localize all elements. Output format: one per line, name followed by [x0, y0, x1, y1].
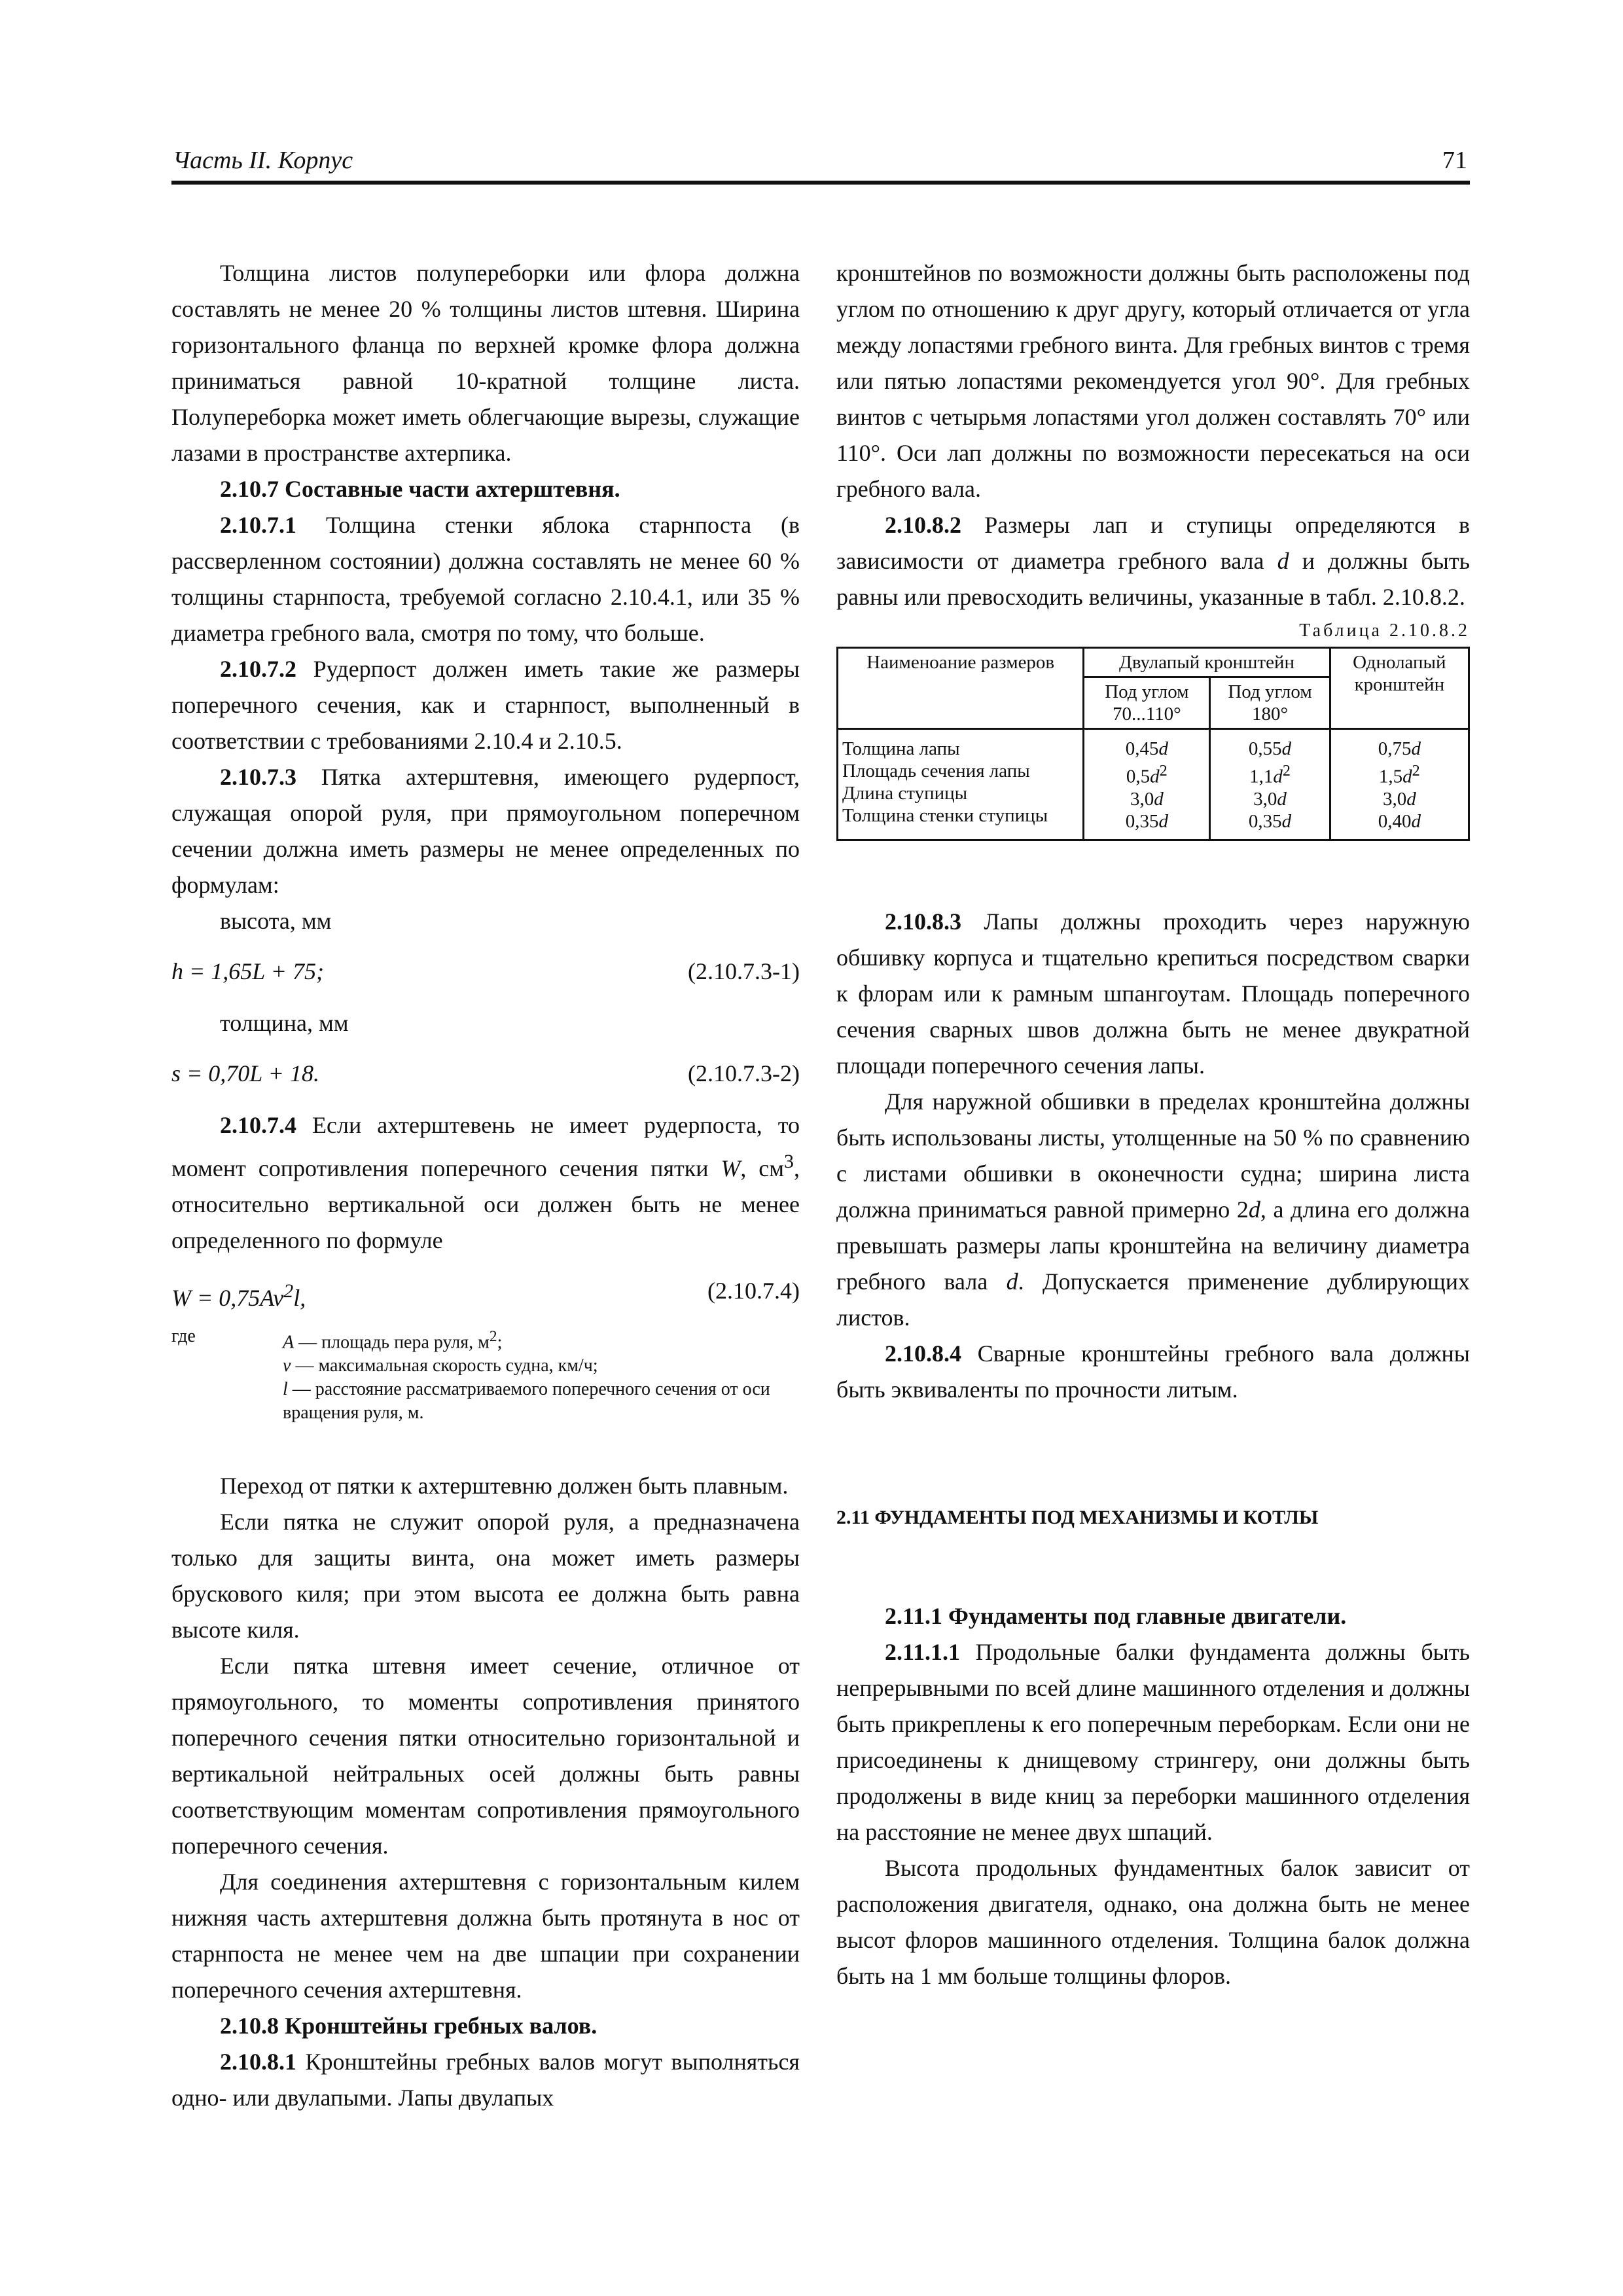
section-2-10-8-title	[171, 2008, 800, 2044]
value-number: 3,0	[1130, 788, 1154, 810]
value-number: 0,55	[1248, 738, 1282, 759]
clause-number: 2.10.7.4	[220, 1112, 296, 1138]
clause-text: Размеры лап и ступицы определяются в зависимости от диаметра гребного вала	[836, 512, 1470, 574]
formula-expression: h = 1,65L + 75;	[171, 958, 324, 984]
clause-text: и должны быть равны или превосходить величины, указанные в табл. 2.10.8.2.	[836, 548, 1470, 610]
value-number: 0,75	[1378, 738, 1412, 759]
clause-text: Сварные кронштейны гребного вала должны быть эквиваленты по прочности литым.	[836, 1340, 1470, 1403]
section-2-11-1-title	[836, 1598, 1470, 1634]
formula-main: W = 0,75Av	[171, 1285, 284, 1311]
symbol-W: W	[721, 1155, 741, 1181]
table-value	[1087, 810, 1206, 833]
formula-legend	[171, 1325, 800, 1425]
section-2-10-7-title	[171, 471, 800, 507]
paragraph-outer-plating	[836, 1084, 1470, 1336]
table-value	[1087, 760, 1206, 788]
table-value	[1213, 760, 1326, 788]
value-symbol: d	[1158, 810, 1168, 832]
right-column	[836, 255, 1470, 1994]
values-double-180	[1210, 729, 1330, 840]
clause-2-10-8-4	[836, 1336, 1470, 1408]
formula-height	[171, 954, 800, 990]
value-number: 0,35	[1125, 810, 1159, 832]
symbol-d: d	[1006, 1268, 1018, 1295]
clause-number: 2.10.7.2	[220, 656, 296, 682]
bracket-dimensions-table	[836, 647, 1470, 841]
clause-text: , см	[740, 1155, 784, 1181]
value-symbol: d	[1411, 810, 1421, 832]
formula-thickness	[171, 1056, 800, 1092]
paragraph-text: . Допускается применение дублирующих листов.	[836, 1268, 1470, 1331]
clause-text: Если ахтерштевень не имеет рудерпоста, то момент сопротивления поперечного сечения пятки	[171, 1112, 800, 1181]
formula-number: (2.10.7.4)	[707, 1278, 800, 1304]
legend-symbol: l	[283, 1379, 288, 1400]
value-number: 1,5	[1378, 766, 1403, 787]
value-power: 2	[1412, 762, 1420, 780]
clause-number: 2.10.8.4	[885, 1340, 961, 1367]
value-number: 1,1	[1249, 766, 1274, 787]
clause-number: 2.10.7.1	[220, 512, 296, 538]
row-name: Толщина лапы	[842, 738, 960, 759]
formula-tail: l,	[293, 1285, 306, 1311]
table-value	[1334, 760, 1465, 788]
value-number: 0,5	[1126, 766, 1150, 787]
paragraph-transition: Переход от пятки к ахтерштевню должен быть плавным.	[220, 1473, 789, 1499]
table-value	[1213, 810, 1326, 833]
table-value	[1334, 788, 1465, 810]
table-caption: Таблица 2.10.8.2	[1299, 620, 1470, 641]
section-title-text: 2.10.7 Составные части ахтерштевня.	[220, 476, 620, 502]
section-title-text: 2.10.8 Кронштейны гребных валов.	[220, 2013, 597, 2039]
col-header-names: Наименоание размеров	[838, 648, 1084, 729]
symbol-d: d	[1248, 1196, 1260, 1223]
thickness-label: толщина, мм	[220, 1010, 349, 1036]
value-symbol: d	[1406, 788, 1416, 810]
clause-2-10-7-1	[171, 507, 800, 651]
col-header-double: Двулапый кронштейн	[1084, 648, 1330, 677]
row-name: Толщина стенки ступицы	[842, 805, 1048, 826]
values-single	[1330, 729, 1469, 840]
clause-2-10-8-2	[836, 507, 1470, 615]
legend-A	[171, 1325, 800, 1354]
value-symbol: d	[1402, 766, 1412, 787]
clause-text: Пятка ахтерштевня, имеющего рудерпост, служащая опорой руля, при прямоугольном поперечном сечении должна иметь размеры не менее определенных по формулам:	[171, 764, 800, 898]
clause-number: 2.11.1.1	[885, 1638, 961, 1665]
clause-2-10-7-3	[171, 759, 800, 903]
value-number: 0,45	[1125, 738, 1159, 759]
value-symbol: d	[1281, 810, 1292, 832]
legend-symbol: A	[283, 1332, 294, 1353]
legend-superscript: 2	[489, 1328, 497, 1345]
formula-number: (2.10.7.3-2)	[688, 1060, 800, 1086]
values-double-70-110	[1084, 729, 1210, 840]
clause-text: Толщина стенки яблока старнпоста (в рассверленном состоянии) должна составлять не менее 60 % толщины старнпоста, требуемой согласно 2.10.4.1, или 35 % диаметра гребного вала, смотря по тому, что больше.	[171, 512, 800, 646]
legend-l	[171, 1378, 800, 1425]
value-power: 2	[1159, 762, 1168, 780]
value-number: 3,0	[1382, 788, 1407, 810]
clause-text: , относительно вертикальной оси должен быть не менее определенного по формуле	[171, 1155, 800, 1253]
value-symbol: d	[1150, 766, 1160, 787]
paragraph-connection: Для соединения ахтерштевня с горизонтальным килем нижняя часть ахтерштевня должна быть протянута в нос от старнпоста не менее чем на две шпации при сохранении поперечного сечения ахтерштевня.	[171, 1869, 800, 2003]
clause-2-10-7-4	[171, 1107, 800, 1259]
legend-v	[171, 1354, 800, 1378]
value-symbol: d	[1154, 788, 1164, 810]
formula-expression: s = 0,70L + 18.	[171, 1060, 319, 1086]
clause-text: Кронштейны гребных валов могут выполняться одно- или двулапыми. Лапы двулапых	[171, 2049, 800, 2111]
clause-text: Продольные балки фундамента должны быть непрерывными по всей длине машинного отделения и должны быть прикреплены к его поперечным переборкам. Если они не присоединены к днищевому стрингеру, они должны быть продолжены в виде книц за переборки машинного отделения на расстояние не менее двух шпаций.	[836, 1638, 1470, 1845]
spacer	[836, 841, 1470, 904]
sub-header-angle-70-110: Под углом 70...110°	[1084, 677, 1210, 729]
legend-text: — максимальная скорость судна, км/ч;	[291, 1355, 598, 1376]
row-names-cell	[838, 729, 1084, 840]
clause-number: 2.10.8.3	[885, 908, 961, 935]
clause-text: Лапы должны проходить через наружную обшивку корпуса и тщательно крепиться посредством сварки к флорам или к рамным шпангоутам. Площадь поперечного сечения сварных швов должна быть не менее двукратной площади поперечного сечения лапы.	[836, 908, 1470, 1079]
page-number: 71	[1442, 147, 1467, 174]
row-name: Длина ступицы	[842, 783, 968, 804]
clause-number: 2.10.8.2	[885, 512, 961, 538]
clause-number: 2.10.7.3	[220, 764, 296, 790]
clause-2-10-7-2	[171, 651, 800, 759]
table-header-row	[838, 648, 1469, 677]
legend-text: — площадь пера руля, м	[294, 1332, 490, 1353]
value-symbol: d	[1277, 788, 1287, 810]
paragraph-bulkhead-thickness: Толщина листов полупереборки или флора должна составлять не менее 20 % толщины листов штевня. Ширина горизонтального фланца по верхней кромке флора должна приниматься равной 10-кратной толщине листа. Полупереборка может иметь облегчающие вырезы, служащие лазами в пространстве ахтерпика.	[171, 260, 800, 466]
clause-text: Рудерпост должен иметь такие же размеры поперечного сечения, как и старнпост, выполненный в соответствии с требованиями 2.10.4 и 2.10.5.	[171, 656, 800, 754]
value-number: 0,35	[1248, 810, 1282, 832]
value-symbol: d	[1273, 766, 1283, 787]
clause-2-11-1-1	[836, 1634, 1470, 1850]
superscript: 3	[784, 1151, 794, 1172]
formula-superscript: 2	[283, 1280, 294, 1302]
paragraph-girder-height: Высота продольных фундаментных балок зависит от расположения двигателя, однако, она должна быть не менее высот флоров машинного отделения. Толщина балок должна быть на 1 мм больше толщины флоров.	[836, 1854, 1470, 1989]
header-title: Часть II. Корпус	[173, 147, 353, 174]
value-symbol: d	[1281, 738, 1292, 759]
table-body-row	[838, 729, 1469, 840]
table-value	[1334, 738, 1465, 760]
spacer	[171, 1425, 800, 1468]
value-symbol: d	[1158, 738, 1168, 759]
symbol-d: d	[1277, 548, 1289, 574]
section-2-11-heading: 2.11 ФУНДАМЕНТЫ ПОД МЕХАНИЗМЫ И КОТЛЫ	[836, 1506, 1319, 1528]
formula-number: (2.10.7.3-1)	[688, 958, 800, 984]
table-value	[1334, 810, 1465, 833]
paragraph-text: Для наружной обшивки в пределах кронштейна должны быть использованы листы, утолщенные на 50 % по сравнению с листами обшивки в оконечности судна; ширина листа должна приниматься равной примерно 2	[836, 1088, 1470, 1223]
section-title-text: 2.11.1 Фундаменты под главные двигатели.	[885, 1602, 1347, 1629]
table-value	[1087, 788, 1206, 810]
left-column	[171, 255, 800, 2116]
value-number: 0,40	[1378, 810, 1412, 832]
paragraph-section-shape: Если пятка штевня имеет сечение, отличное от прямоугольного, то моменты сопротивления принятого поперечного сечения пятки относительно горизонтальной и вертикальной нейтральных осей должны быть равны соответствующим моментам сопротивления прямоугольного поперечного сечения.	[171, 1653, 800, 1859]
where-label: где	[171, 1326, 196, 1346]
running-header	[171, 140, 1470, 185]
table-value	[1087, 738, 1206, 760]
paragraph-keel: Если пятка не служит опорой руля, а предназначена только для защиты винта, она может иметь размеры брускового киля; при этом высота ее должна быть равна высоте киля.	[171, 1509, 800, 1643]
table-value	[1213, 738, 1326, 760]
clause-number: 2.10.8.1	[220, 2049, 296, 2075]
value-power: 2	[1282, 762, 1291, 780]
legend-symbol: v	[283, 1355, 291, 1376]
paragraph-text: , а длина его должна превышать размеры лапы кронштейна на величину диаметра гребного вала	[836, 1196, 1470, 1295]
table-value	[1213, 788, 1326, 810]
clause-2-10-8-3	[836, 904, 1470, 1084]
clause-2-10-8-1	[171, 2044, 800, 2116]
value-number: 3,0	[1253, 788, 1277, 810]
legend-text: ;	[497, 1332, 503, 1353]
paragraph-bracket-angles: кронштейнов по возможности должны быть расположены под углом по отношению к друг другу, который отличается от угла между лопастями гребного винта. Для гребных винтов с тремя или пятью лопастями рекомендуется угол 90°. Для гребных винтов с четырьмя лопастями угол должен составлять 70° или 110°. Оси лап должны по возможности пересекаться на оси гребного вала.	[836, 260, 1470, 502]
formula-expression	[171, 1273, 306, 1316]
col-header-single: Однолапый кронштейн	[1330, 648, 1469, 729]
row-name: Площадь сечения лапы	[842, 761, 1030, 781]
value-symbol: d	[1411, 738, 1421, 759]
height-label: высота, мм	[220, 908, 332, 934]
sub-header-angle-180: Под углом 180°	[1210, 677, 1330, 729]
legend-text: — расстояние рассматриваемого поперечного сечения от оси вращения руля, м.	[283, 1379, 770, 1424]
spacer	[836, 1535, 1470, 1598]
formula-section-modulus	[171, 1273, 800, 1309]
